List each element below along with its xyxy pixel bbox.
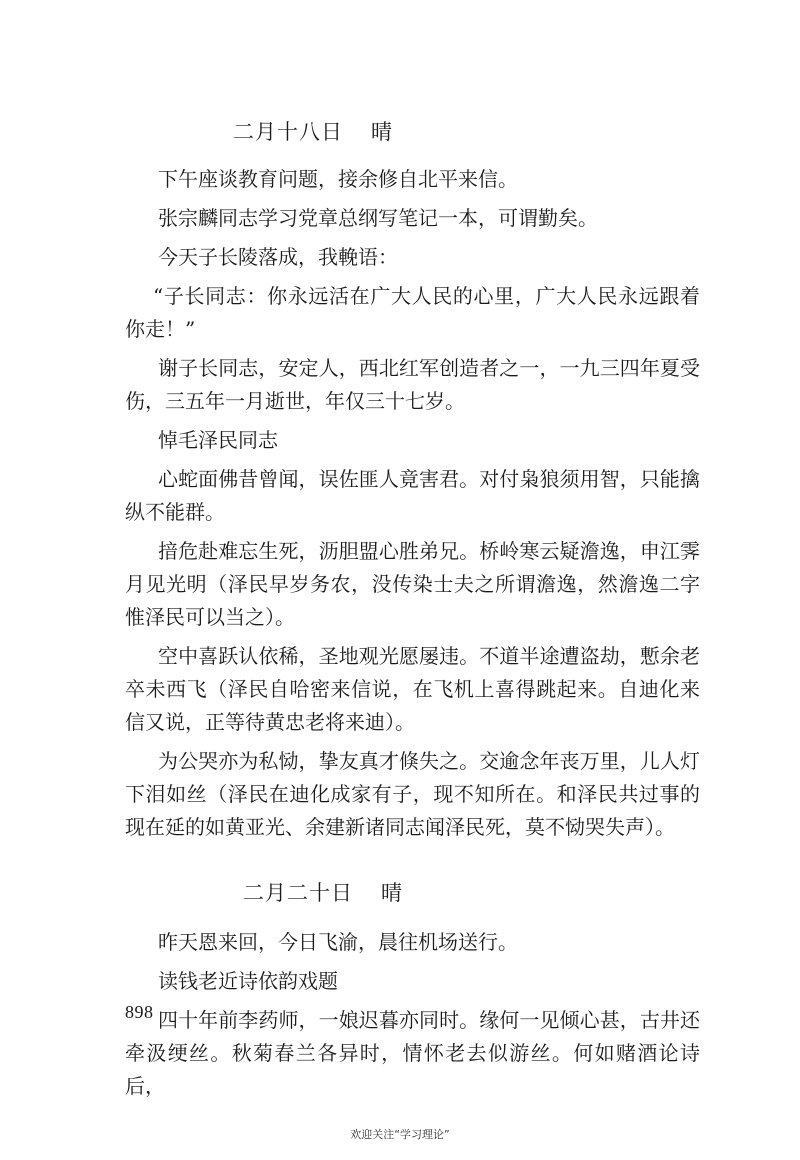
entry-date: 二月十八日 [233,120,343,144]
entry-weather: 晴 [381,881,403,905]
paragraph: 昨天恩来回，今日飞渝，晨往机场送行。 [158,930,518,954]
entry-date-heading [125,117,700,147]
paragraph: 为公哭亦为私恸，挚友真才倏失之。交逾念年丧万里，儿人灯下泪如丝（泽民在迪化成家有子，现不知所在。和泽民共过事的现在延的如黄亚光、余建新诸同志闻泽民死，莫不恸哭失声）。 [125,749,700,839]
paragraph: 心蛇面佛昔曾闻，误佐匪人竟害君。对付枭狼须用智，只能擒纵不能群。 [125,467,700,524]
poem-title: 悼毛泽民同志 [158,428,278,452]
paragraph: 今天子长陵落成，我輓语： [158,245,398,269]
paragraph: 下午座谈教育问题，接余修自北平来信。 [158,167,518,191]
paragraph: 空中喜跃认依稀，圣地观光愿屡违。不道半途遭盗劫，慙余老卒未西飞（泽民自哈密来信说，在飞机上喜得跳起来。自迪化来信又说，正等待黄忠老将来迪）。 [125,644,700,734]
paragraph: 揞危赴难忘生死，沥胆盟心胜弟兄。桥岭寒云疑澹逸，申江霁月见光明（泽民早岁务农，没传染士夫之所谓澹逸，然澹逸二字惟泽民可以当之）。 [125,539,700,629]
footer-note: 欢迎关注“学习理论” [350,1128,450,1141]
paragraph: 谢子长同志，安定人，西北红军创造者之一，一九三四年夏受伤，三五年一月逝世，年仅三十七岁。 [125,356,700,413]
diary-content [125,117,700,1109]
paragraph: “子长同志：你永远活在广大人民的心里，广大人民永远跟着你走！” [125,284,700,341]
poem-title: 读钱老近诗依韵戏题 [158,969,338,993]
entry-date-heading [125,878,700,908]
paragraph: 张宗麟同志学习党章总纲写笔记一本，可谓勤矣。 [158,206,598,230]
entry-date: 二月二十日 [243,881,353,905]
page-number: 898 [125,1002,154,1022]
entry-weather: 晴 [371,120,393,144]
paragraph: 四十年前李药师，一娘迟暮亦同时。缘何一见倾心甚，古井还牵汲绠丝。秋菊春兰各异时，情怀老去似游丝。何如赌酒论诗后， [125,1008,700,1098]
